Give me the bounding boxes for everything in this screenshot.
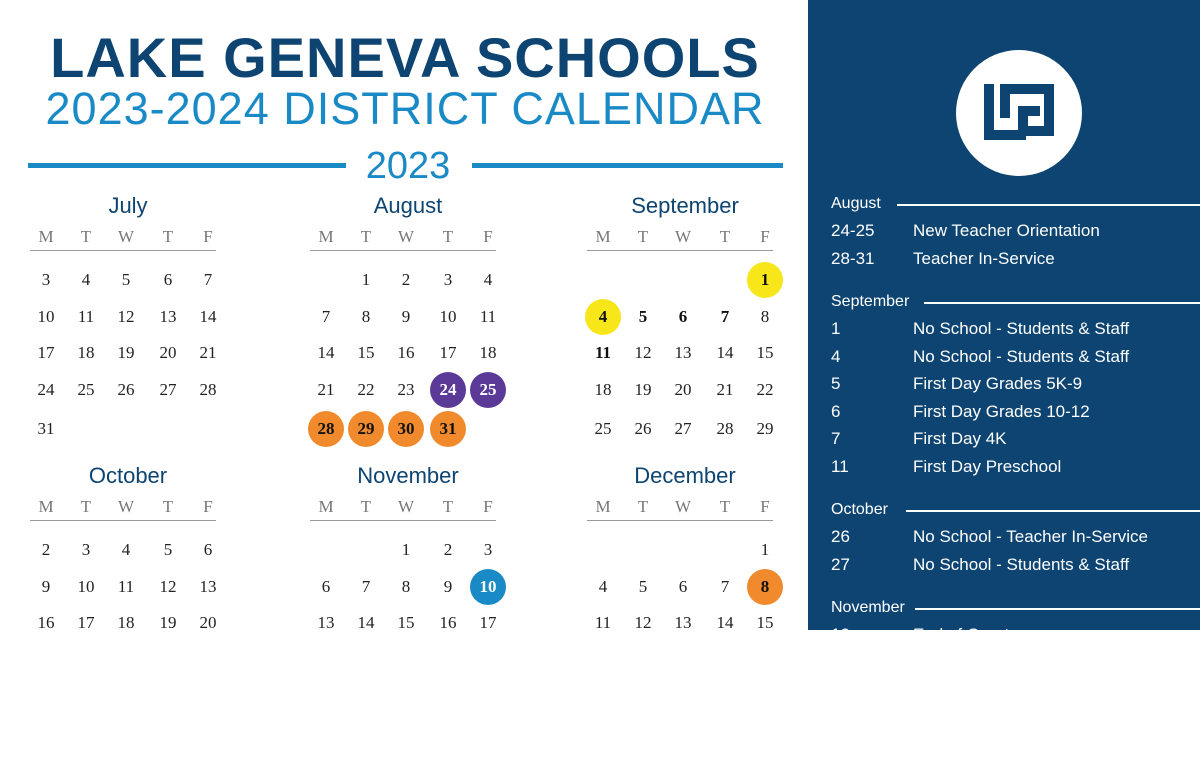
- month-july: [28, 193, 228, 493]
- event-label: No School - Teacher In-Service: [913, 527, 1148, 546]
- weekday-header: F: [760, 497, 770, 516]
- weekday-header: T: [442, 227, 454, 246]
- event-label: First Day Preschool: [913, 456, 1062, 476]
- weekday-header: T: [442, 497, 454, 516]
- weekday-header: F: [203, 227, 213, 246]
- calendar-day: 26: [634, 419, 652, 438]
- calendar-day: 4: [598, 577, 608, 596]
- month-name: September: [631, 193, 739, 218]
- calendar-day: 1: [401, 540, 411, 559]
- month-august: [308, 193, 508, 493]
- calendar-day: 3: [483, 540, 493, 559]
- calendar-day: 13: [317, 613, 335, 632]
- weekday-header: F: [760, 227, 770, 246]
- calendar-day: 13: [159, 307, 177, 326]
- event-label: End of Quarter: [913, 625, 1025, 644]
- calendar-day: 6: [678, 577, 688, 596]
- calendar-day: 11: [594, 613, 612, 632]
- calendar-day: 30: [388, 411, 424, 447]
- calendar-day: 8: [401, 577, 411, 596]
- calendar-day: 19: [159, 613, 177, 632]
- calendar-day: 27: [159, 380, 177, 399]
- calendar-day: 12: [159, 577, 177, 596]
- calendar-day: 14: [317, 343, 335, 362]
- weekday-header: W: [397, 497, 415, 516]
- calendar-day: 10: [37, 307, 55, 326]
- calendar-day: 10: [439, 307, 457, 326]
- month-name: November: [357, 463, 459, 488]
- calendar-day: 7: [321, 307, 331, 326]
- sidebar-section-heading: September: [831, 293, 910, 310]
- calendar-day: 7: [203, 270, 213, 289]
- event-label: No School - Students & Staff: [913, 554, 1130, 574]
- event-label: First Day 4K: [913, 429, 1007, 448]
- calendar-day: 6: [321, 577, 331, 596]
- calendar-day: 5: [638, 577, 648, 596]
- district-title: LAKE GENEVA SCHOOLS: [50, 26, 760, 89]
- weekday-header: M: [318, 497, 334, 516]
- calendar-day: 8: [760, 307, 770, 326]
- calendar-day: 29: [348, 411, 384, 447]
- calendar-day: 1: [361, 270, 371, 289]
- calendar-day: 21: [199, 343, 217, 362]
- calendar-day: 4: [585, 299, 621, 335]
- calendar-day: 21: [317, 380, 335, 399]
- event-date: 6: [831, 401, 841, 421]
- calendar-day: 6: [163, 270, 173, 289]
- calendar-day: 14: [199, 307, 217, 326]
- weekday-header: F: [483, 497, 493, 516]
- calendar-day: 12: [117, 307, 135, 326]
- weekday-header: F: [203, 497, 213, 516]
- event-date: 10: [831, 625, 850, 644]
- calendar-day: 1: [747, 262, 783, 298]
- weekday-header: M: [595, 227, 611, 246]
- month-september: [585, 193, 785, 493]
- calendar-day: 2: [41, 540, 51, 559]
- sidebar-section-heading: October: [831, 501, 888, 518]
- event-date: 28-31: [831, 248, 875, 268]
- calendar-day: 15: [357, 343, 375, 362]
- calendar-day: 10: [470, 569, 506, 605]
- calendar-day: 25: [594, 419, 612, 438]
- calendar-day: 11: [117, 577, 135, 596]
- weekday-header: T: [80, 497, 92, 516]
- calendar-day: 17: [37, 343, 55, 362]
- calendar-day: 1: [760, 540, 770, 559]
- weekday-header: M: [38, 497, 54, 516]
- weekday-header: T: [360, 497, 372, 516]
- event-date: 11: [831, 456, 849, 476]
- calendar-day: 25: [470, 372, 506, 408]
- calendar-day: 6: [203, 540, 213, 559]
- sidebar-section-rule: [924, 302, 1200, 304]
- weekday-header: T: [719, 497, 731, 516]
- calendar-day: 7: [720, 307, 730, 326]
- weekday-header: W: [674, 227, 692, 246]
- weekday-header: W: [397, 227, 415, 246]
- weekday-header: F: [483, 227, 493, 246]
- event-label: First Day Grades 5K-9: [913, 374, 1083, 393]
- calendar-day: 16: [37, 613, 55, 632]
- calendar-day: 16: [397, 343, 415, 362]
- calendar-day: 29: [756, 419, 774, 438]
- weekday-header: T: [162, 497, 174, 516]
- year-divider-left: [28, 163, 346, 168]
- calendar-day: 14: [357, 613, 375, 632]
- calendar-day: 9: [41, 577, 51, 596]
- sidebar-section-heading: August: [831, 195, 881, 212]
- weekday-header: W: [117, 497, 135, 516]
- event-date: 27: [831, 554, 850, 574]
- calendar-day: 13: [674, 613, 692, 632]
- calendar-day: 23: [397, 380, 415, 399]
- calendar-day: 15: [397, 613, 415, 632]
- event-label: Teacher In-Service: [913, 248, 1055, 268]
- calendar-day: 7: [720, 577, 730, 596]
- calendar-day: 31: [37, 419, 55, 438]
- weekday-header: M: [318, 227, 334, 246]
- sidebar-section-rule: [906, 510, 1200, 512]
- calendar-day: 15: [756, 613, 774, 632]
- weekday-header: T: [719, 227, 731, 246]
- district-logo: [956, 50, 1082, 176]
- calendar-day: 19: [117, 343, 135, 362]
- month-october: [28, 463, 228, 763]
- calendar-day: 8: [747, 569, 783, 605]
- calendar-day: 18: [479, 343, 497, 362]
- event-label: First Day Grades 10-12: [913, 401, 1090, 421]
- weekday-rule: [30, 250, 216, 251]
- calendar-day: 3: [443, 270, 453, 289]
- calendar-day: 7: [361, 577, 371, 596]
- calendar-day: 27: [674, 419, 692, 438]
- event-date: 7: [831, 429, 841, 448]
- calendar-day: 20: [199, 613, 217, 632]
- calendar-day: 9: [443, 577, 453, 596]
- year-label: 2023: [365, 145, 451, 187]
- calendar-day: 11: [77, 307, 95, 326]
- calendar-day: 14: [716, 613, 734, 632]
- calendar-day: 28: [308, 411, 344, 447]
- calendar-day: 8: [361, 307, 371, 326]
- calendar-day: 16: [439, 613, 457, 632]
- calendar-day: 4: [483, 270, 493, 289]
- calendar-day: 11: [594, 343, 612, 362]
- calendar-day: 2: [443, 540, 453, 559]
- calendar-day: 4: [81, 270, 91, 289]
- calendar-day: 17: [479, 613, 497, 632]
- calendar-day: 24: [430, 372, 466, 408]
- calendar-day: 2: [401, 270, 411, 289]
- calendar-day: 21: [716, 380, 734, 399]
- event-label: New Teacher Orientation: [913, 221, 1100, 240]
- month-name: July: [108, 193, 148, 218]
- weekday-rule: [310, 250, 496, 251]
- calendar-day: 19: [634, 380, 652, 399]
- sidebar-section-rule: [915, 608, 1200, 610]
- calendar-day: 18: [77, 343, 95, 362]
- weekday-rule: [587, 520, 773, 521]
- calendar-day: 13: [674, 343, 692, 362]
- calendar-day: 5: [121, 270, 131, 289]
- calendar-day: 10: [77, 577, 95, 596]
- event-label: No School - Students & Staff: [913, 346, 1130, 366]
- weekday-rule: [310, 520, 496, 521]
- calendar-day: 18: [117, 613, 135, 632]
- event-date: 26: [831, 527, 850, 546]
- calendar-day: 26: [117, 380, 135, 399]
- calendar-day: 11: [479, 307, 497, 326]
- calendar-day: 20: [674, 380, 692, 399]
- weekday-rule: [587, 250, 773, 251]
- month-november: [308, 463, 508, 763]
- calendar-day: 14: [716, 343, 734, 362]
- weekday-header: T: [162, 227, 174, 246]
- weekday-rule: [30, 520, 216, 521]
- month-december: [585, 463, 785, 763]
- calendar-subtitle: 2023-2024 DISTRICT CALENDAR: [45, 83, 765, 134]
- calendar-day: 20: [159, 343, 177, 362]
- calendar-day: 4: [121, 540, 131, 559]
- weekday-header: M: [595, 497, 611, 516]
- calendar-day: 22: [756, 380, 774, 399]
- calendar-day: 3: [41, 270, 51, 289]
- calendar-day: 28: [716, 419, 734, 438]
- calendar-day: 9: [401, 307, 411, 326]
- calendar-day: 28: [199, 380, 217, 399]
- calendar-day: 5: [163, 540, 173, 559]
- calendar-day: 12: [634, 343, 652, 362]
- event-date: 24-25: [831, 221, 875, 240]
- calendar-day: 18: [594, 380, 612, 399]
- event-date: 5: [831, 374, 841, 393]
- weekday-header: M: [38, 227, 54, 246]
- calendar-day: 13: [199, 577, 217, 596]
- event-date: 1: [831, 319, 841, 338]
- calendar-day: 31: [430, 411, 466, 447]
- weekday-header: T: [80, 227, 92, 246]
- event-label: No School - Students & Staff: [913, 319, 1130, 338]
- calendar-day: 17: [439, 343, 457, 362]
- weekday-header: W: [674, 497, 692, 516]
- sidebar-section-heading: November: [831, 599, 905, 616]
- weekday-header: T: [360, 227, 372, 246]
- month-name: December: [634, 463, 736, 488]
- calendar-day: 6: [678, 307, 688, 326]
- lg-monogram-icon: [956, 50, 1082, 176]
- calendar-day: 24: [37, 380, 55, 399]
- weekday-header: T: [637, 227, 649, 246]
- year-divider-right: [472, 163, 783, 168]
- calendar-day: 3: [81, 540, 91, 559]
- sidebar-section-rule: [897, 204, 1200, 206]
- month-name: August: [373, 193, 443, 218]
- calendar-day: 12: [634, 613, 652, 632]
- calendar-day: 25: [77, 380, 95, 399]
- event-date: 4: [831, 346, 841, 366]
- calendar-day: 5: [638, 307, 648, 326]
- calendar-day: 17: [77, 613, 95, 632]
- calendar-day: 22: [357, 380, 375, 399]
- calendar-day: 15: [756, 343, 774, 362]
- weekday-header: T: [637, 497, 649, 516]
- month-name: October: [88, 463, 168, 488]
- weekday-header: W: [117, 227, 135, 246]
